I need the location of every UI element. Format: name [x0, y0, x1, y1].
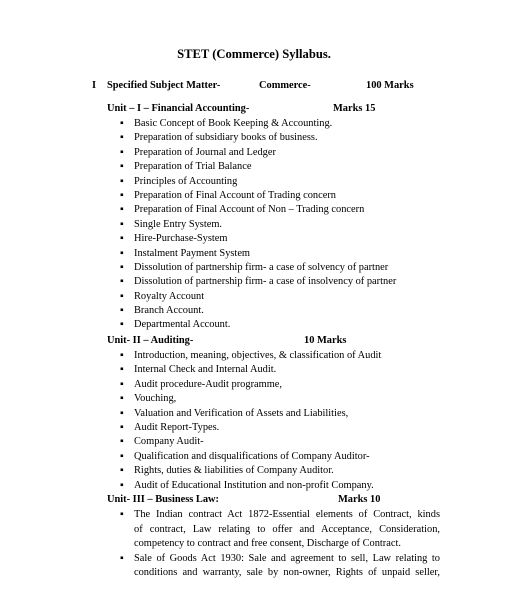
bullet-icon: ▪ [120, 350, 124, 361]
list-item-text: Qualification and disqualifications of Company Auditor- [134, 450, 370, 462]
bullet-icon: ▪ [120, 247, 124, 259]
list-item [120, 508, 440, 552]
list-item [120, 349, 381, 363]
list-item-text: Company Audit- [134, 436, 204, 448]
unit-1-heading: Unit – I – Financial Accounting- [107, 103, 250, 114]
list-item-text: Preparation of subsidiary books of business. [134, 132, 318, 144]
unit-2-marks: 10 Marks [304, 335, 347, 346]
list-item-text: Principles of Accounting [134, 175, 238, 187]
list-item [120, 275, 396, 289]
bullet-icon: ▪ [120, 364, 124, 376]
bullet-icon: ▪ [120, 436, 124, 448]
list-item-text: Introduction, meaning, objectives, & classification of Audit [134, 350, 382, 361]
list-item-text: Audit of Educational Institution and non-profit Company. [134, 479, 374, 491]
list-item-text-line: of contract, Law relating to offer and Acceptance, Consideration, [134, 523, 440, 535]
list-item [120, 247, 396, 261]
list-item-text-line: The Indian contract Act 1872-Essential elements of Contract, kinds [134, 509, 440, 520]
list-item-text: Basic Concept of Book Keeping & Accounting. [134, 118, 333, 129]
list-item-text: Preparation of Final Account of Non – Trading concern [134, 204, 365, 216]
list-item-text: Instalment Payment System [134, 247, 251, 259]
list-item-text: Royalty Account [134, 290, 205, 302]
unit-3-heading: Unit- III – Business Law: [107, 494, 220, 505]
bullet-icon: ▪ [120, 118, 124, 129]
unit-1-marks: Marks 15 [333, 103, 376, 114]
list-item [120, 392, 381, 406]
list-item [120, 363, 381, 377]
bullet-icon: ▪ [120, 393, 124, 405]
list-item [120, 117, 396, 131]
list-item [120, 189, 396, 203]
list-item-text: Dissolution of partnership firm- a case of insolvency of partner [134, 276, 397, 288]
unit-3-topic-list [120, 508, 440, 581]
list-item-text: Vouching, [134, 393, 177, 405]
list-item [120, 450, 381, 464]
list-item-text: Internal Check and Internal Audit. [134, 364, 277, 376]
bullet-icon: ▪ [120, 218, 124, 230]
bullet-icon: ▪ [120, 407, 124, 419]
list-item-text: Single Entry System. [134, 218, 223, 230]
bullet-icon: ▪ [120, 305, 124, 317]
unit-1-topic-list [120, 117, 396, 333]
list-item [120, 479, 381, 493]
list-item [120, 290, 396, 304]
bullet-icon: ▪ [120, 319, 124, 331]
unit-2-topic-list [120, 349, 381, 493]
list-item [120, 318, 396, 332]
list-item-text: Preparation of Final Account of Trading concern [134, 189, 336, 201]
list-item-text: Rights, duties & liabilities of Company Auditor. [134, 465, 334, 477]
list-item [120, 160, 396, 174]
list-item [120, 552, 440, 581]
list-item-text-line: Sale of Goods Act 1930: Sale and agreement to sell, Law relating to [134, 552, 440, 564]
list-item-text: Audit Report-Types. [134, 421, 220, 433]
list-item [120, 232, 396, 246]
list-item-text-line: conditions and warranty, sale by non-owner, Rights of unpaid seller, [134, 567, 440, 579]
bullet-icon: ▪ [120, 479, 124, 491]
list-item [120, 421, 381, 435]
list-item [120, 435, 381, 449]
bullet-icon: ▪ [120, 465, 124, 477]
bullet-icon: ▪ [120, 233, 124, 245]
list-item-text: Hire-Purchase-System [134, 233, 228, 245]
list-item [120, 203, 396, 217]
list-item [120, 175, 396, 189]
section-marks: 100 Marks [366, 80, 414, 91]
list-item [120, 407, 381, 421]
bullet-icon: ▪ [120, 146, 124, 158]
list-item [120, 304, 396, 318]
list-item [120, 146, 396, 160]
list-item [120, 218, 396, 232]
bullet-icon: ▪ [120, 204, 124, 216]
section-numeral: I [92, 80, 97, 91]
bullet-icon: ▪ [120, 175, 124, 187]
list-item [120, 261, 396, 275]
bullet-icon: ▪ [120, 132, 124, 144]
list-item [120, 378, 381, 392]
section-subject: Commerce- [259, 80, 311, 91]
list-item-text: Preparation of Journal and Ledger [134, 146, 276, 158]
bullet-icon: ▪ [120, 276, 124, 288]
bullet-icon: ▪ [120, 161, 124, 173]
section-label: Specified Subject Matter- [107, 80, 221, 91]
bullet-icon: ▪ [120, 290, 124, 302]
list-item-text: Departmental Account. [134, 319, 231, 331]
page-title: STET (Commerce) Syllabus. [177, 47, 331, 61]
list-item-text: Audit procedure-Audit programme, [134, 378, 283, 390]
bullet-icon: ▪ [120, 189, 124, 201]
bullet-icon: ▪ [120, 552, 124, 564]
list-item-text: Branch Account. [134, 305, 204, 317]
list-item-text-line: competency to contract and free consent, Discharge of Contract. [134, 538, 401, 550]
bullet-icon: ▪ [120, 421, 124, 433]
unit-2-heading: Unit- II – Auditing- [107, 335, 194, 346]
bullet-icon: ▪ [120, 450, 124, 462]
bullet-icon: ▪ [120, 378, 124, 390]
bullet-icon: ▪ [120, 509, 124, 520]
list-item-text: Preparation of Trial Balance [134, 161, 252, 173]
list-item-text: Dissolution of partnership firm- a case of solvency of partner [134, 261, 389, 273]
list-item-text: Valuation and Verification of Assets and Liabilities, [134, 407, 349, 419]
unit-3-marks: Marks 10 [338, 494, 381, 505]
list-item [120, 464, 381, 478]
list-item [120, 131, 396, 145]
bullet-icon: ▪ [120, 261, 124, 273]
